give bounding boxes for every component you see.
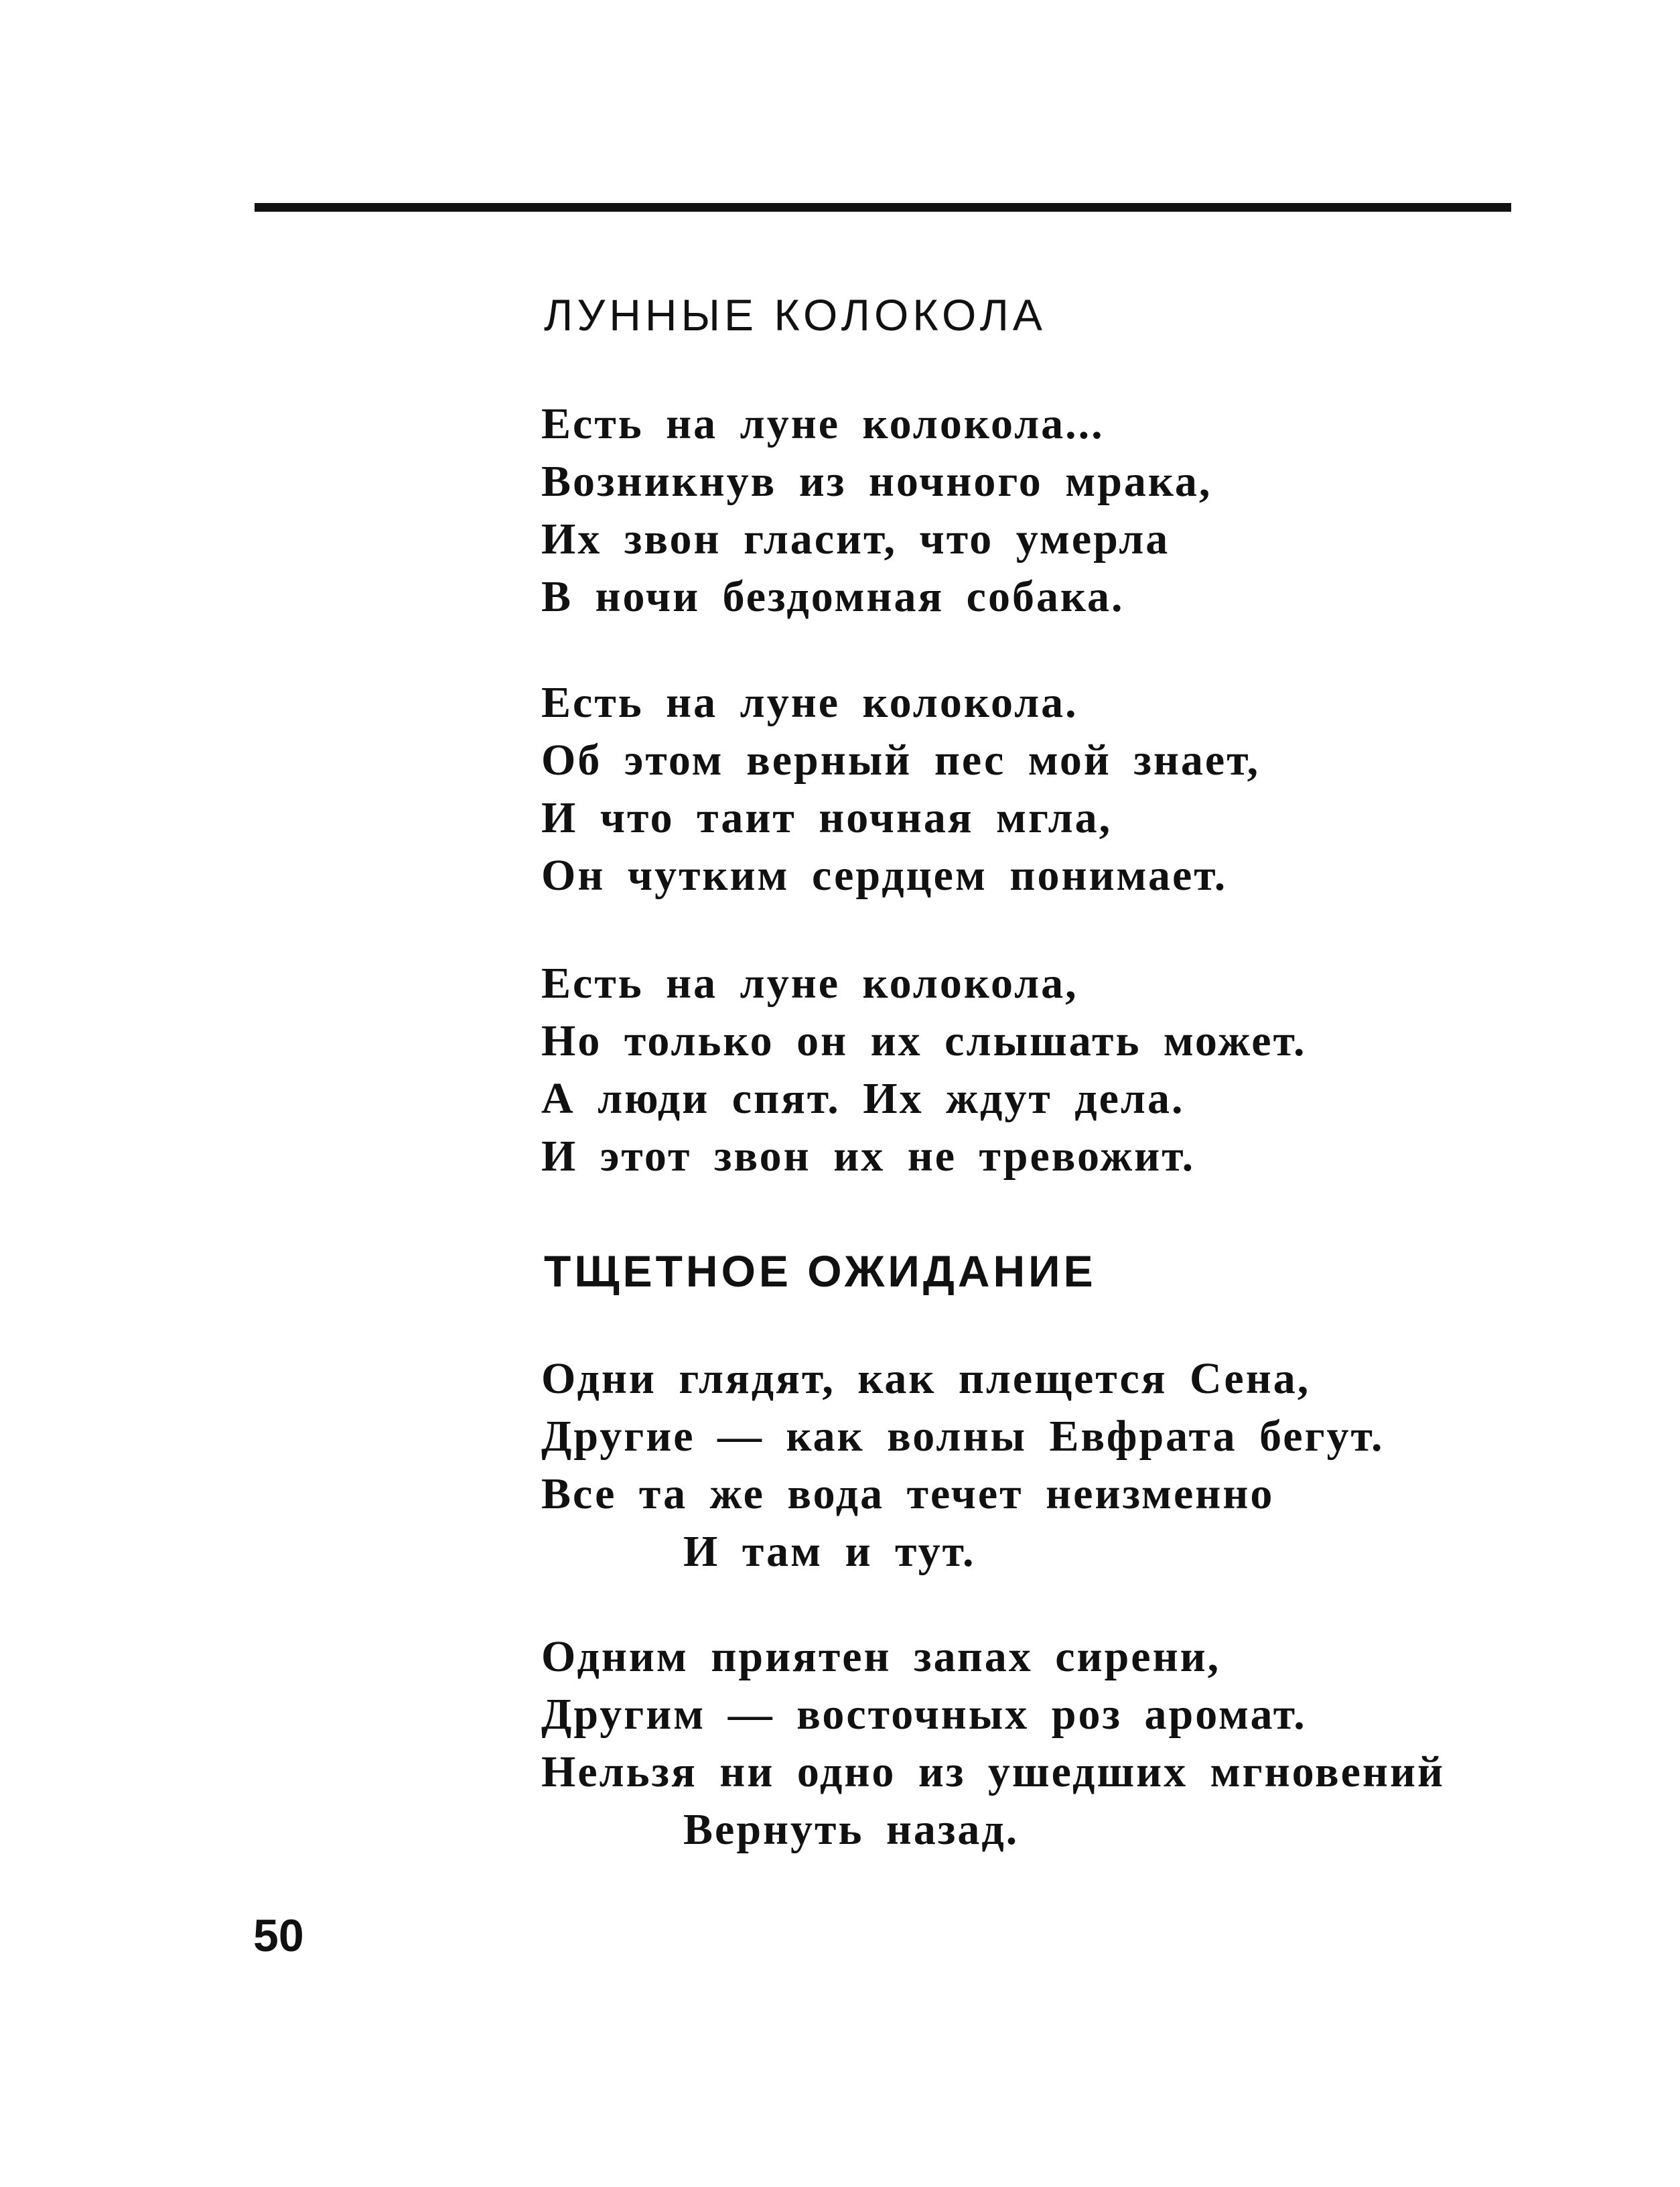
verse-line: И этот звон их не тревожит. — [541, 1132, 1196, 1181]
verse-line: Есть на луне колокола. — [541, 678, 1078, 727]
verse-line: Об этом верный пес мой знает, — [541, 736, 1261, 785]
page-number: 50 — [253, 1910, 304, 1961]
verse-line: Другие — как волны Евфрата бегут. — [541, 1412, 1385, 1461]
verse-line: Одни глядят, как плещется Сена, — [541, 1354, 1311, 1403]
poem-title: ЛУННЫЕ КОЛОКОЛА — [544, 290, 1046, 340]
verse-line: В ночи бездомная собака. — [541, 572, 1125, 621]
verse-line: И что таит ночная мгла, — [541, 793, 1113, 842]
verse-line: Есть на луне колокола... — [541, 399, 1105, 448]
verse-line: Другим — восточных роз аромат. — [541, 1690, 1307, 1739]
stanza — [541, 955, 1307, 1185]
verse-line: Есть на луне колокола, — [541, 959, 1078, 1008]
verse-line: Он чутким сердцем понимает. — [541, 851, 1228, 900]
verse-line: Их звон гласит, что умерла — [541, 515, 1170, 564]
verse-line: Возникнув из ночного мрака, — [541, 457, 1212, 506]
stanza — [541, 1628, 1445, 1859]
verse-line: Одним приятен запах сирени, — [541, 1632, 1221, 1681]
verse-line: Нельзя ни одно из ушедших мгновений — [541, 1747, 1446, 1796]
top-rule — [255, 203, 1511, 212]
stanza — [541, 674, 1260, 905]
stanza — [541, 395, 1212, 626]
verse-line: И там и тут. — [683, 1527, 976, 1576]
stanza — [541, 1350, 1385, 1581]
verse-line: Все та же вода течет неизменно — [541, 1469, 1275, 1518]
verse-line: Но только он их слышать может. — [541, 1016, 1307, 1065]
poem-title: ТЩЕТНОЕ ОЖИДАНИЕ — [544, 1246, 1097, 1296]
verse-line: А люди спят. Их ждут дела. — [541, 1074, 1185, 1123]
verse-line: Вернуть назад. — [683, 1805, 1020, 1854]
